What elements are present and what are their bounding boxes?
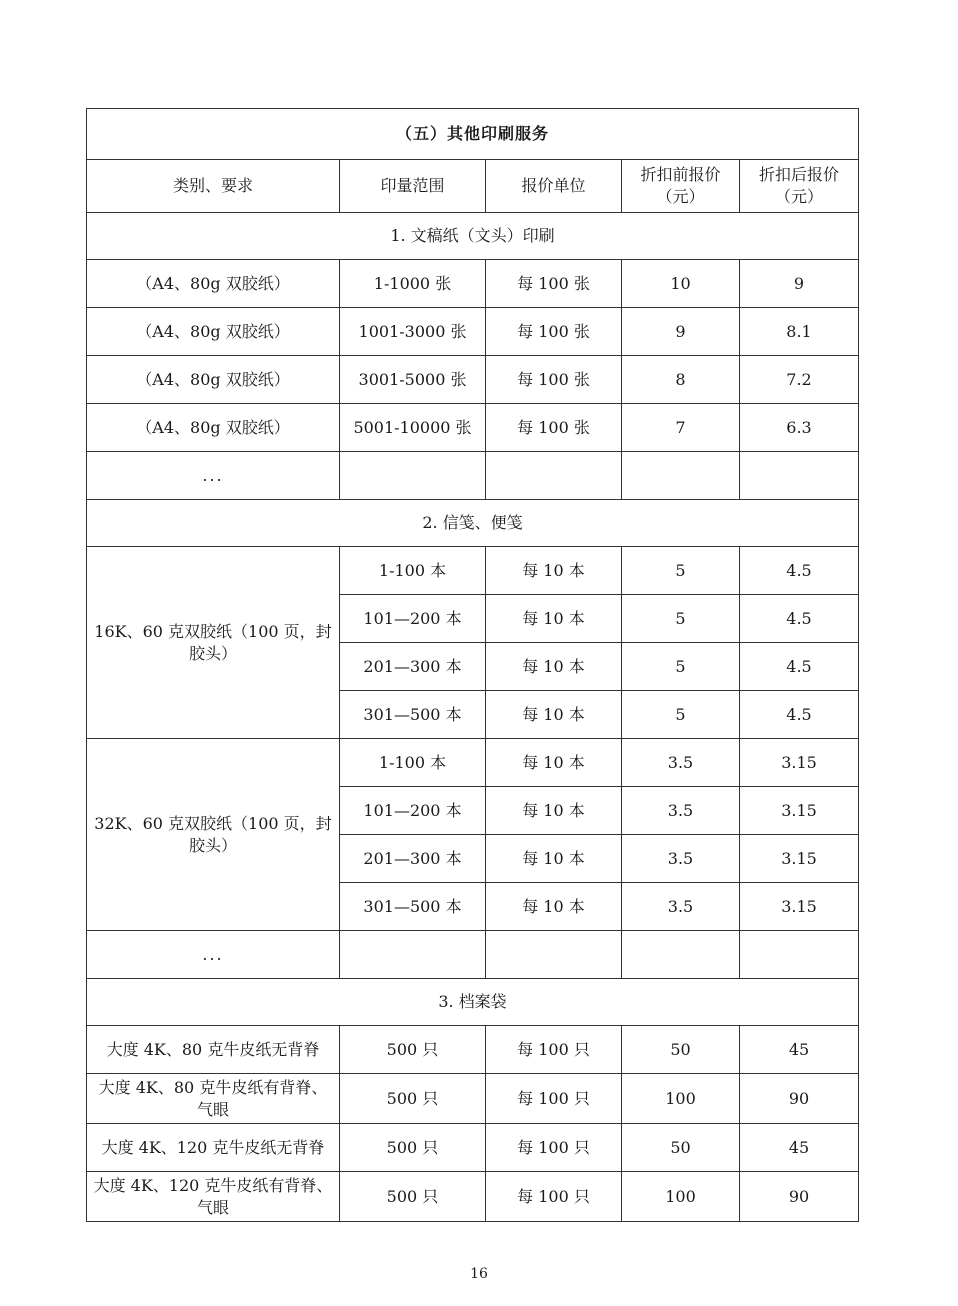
cell-quantity: 3001-5000 张 <box>340 356 486 404</box>
cell-price-before: 5 <box>622 595 740 643</box>
cell-price-after: 4.5 <box>740 547 859 595</box>
cell-price-before: 5 <box>622 691 740 739</box>
cell-quantity: 1001-3000 张 <box>340 308 486 356</box>
cell-price-before: 3.5 <box>622 883 740 931</box>
cell-unit: 每 10 本 <box>486 739 622 787</box>
cell-quantity: 500 只 <box>340 1026 486 1074</box>
section-title-3: 3. 档案袋 <box>87 979 859 1026</box>
section-title-2: 2. 信笺、便笺 <box>87 500 859 547</box>
cell-price-before: 9 <box>622 308 740 356</box>
cell-price-after: 3.15 <box>740 739 859 787</box>
price-table <box>86 108 859 1222</box>
cell-category: （A4、80g 双胶纸） <box>87 260 340 308</box>
cell-price-after: 7.2 <box>740 356 859 404</box>
cell-quantity: 301—500 本 <box>340 883 486 931</box>
cell-quantity: 1-100 本 <box>340 739 486 787</box>
table-row <box>87 1172 859 1222</box>
cell-quantity: 1-1000 张 <box>340 260 486 308</box>
cell-price-after: 3.15 <box>740 835 859 883</box>
group-category: 32K、60 克双胶纸（100 页，封胶头） <box>87 739 340 931</box>
cell-quantity: 301—500 本 <box>340 691 486 739</box>
ellipsis-row <box>87 931 859 979</box>
cell-price-after: 9 <box>740 260 859 308</box>
header-category: 类别、要求 <box>87 160 340 213</box>
cell-price-after: 45 <box>740 1124 859 1172</box>
cell-quantity: 5001-10000 张 <box>340 404 486 452</box>
section-header-row <box>87 213 859 260</box>
cell-unit: 每 10 本 <box>486 835 622 883</box>
table-row <box>87 260 859 308</box>
cell-price-before: 3.5 <box>622 739 740 787</box>
cell-unit: 每 10 本 <box>486 691 622 739</box>
cell-price-before: 8 <box>622 356 740 404</box>
group-category: 16K、60 克双胶纸（100 页，封胶头） <box>87 547 340 739</box>
cell-price-before: 7 <box>622 404 740 452</box>
header-row <box>87 160 859 213</box>
cell-quantity: 500 只 <box>340 1074 486 1124</box>
cell-category: 大度 4K、80 克牛皮纸无背脊 <box>87 1026 340 1074</box>
cell-unit: 每 10 本 <box>486 643 622 691</box>
cell-category: 大度 4K、120 克牛皮纸有背脊、气眼 <box>87 1172 340 1222</box>
cell-price-after: 3.15 <box>740 883 859 931</box>
cell-quantity: 101—200 本 <box>340 595 486 643</box>
cell-price-before: 5 <box>622 547 740 595</box>
cell-price-before: 50 <box>622 1124 740 1172</box>
table-row <box>87 1026 859 1074</box>
cell-category: （A4、80g 双胶纸） <box>87 308 340 356</box>
ellipsis-cell: ... <box>87 931 340 979</box>
cell-price-after: 6.3 <box>740 404 859 452</box>
cell-quantity: 101—200 本 <box>340 787 486 835</box>
table-row <box>87 1074 859 1124</box>
header-quantity: 印量范围 <box>340 160 486 213</box>
cell-quantity: 201—300 本 <box>340 835 486 883</box>
table-row <box>87 739 859 787</box>
header-price-after: 折扣后报价（元） <box>740 160 859 213</box>
cell-unit: 每 100 张 <box>486 404 622 452</box>
cell-category: 大度 4K、120 克牛皮纸无背脊 <box>87 1124 340 1172</box>
cell-quantity: 1-100 本 <box>340 547 486 595</box>
cell-price-after: 90 <box>740 1074 859 1124</box>
cell-price-before: 3.5 <box>622 787 740 835</box>
section-header-row <box>87 979 859 1026</box>
table-title-row <box>87 109 859 160</box>
cell-unit: 每 10 本 <box>486 547 622 595</box>
cell-price-after: 90 <box>740 1172 859 1222</box>
header-price-before: 折扣前报价（元） <box>622 160 740 213</box>
cell-unit: 每 100 只 <box>486 1074 622 1124</box>
cell-unit: 每 10 本 <box>486 883 622 931</box>
cell-price-after: 8.1 <box>740 308 859 356</box>
cell-price-after: 4.5 <box>740 643 859 691</box>
table-row <box>87 547 859 595</box>
section-title-1: 1. 文稿纸（文头）印刷 <box>87 213 859 260</box>
table-row <box>87 1124 859 1172</box>
cell-price-before: 100 <box>622 1074 740 1124</box>
cell-unit: 每 100 只 <box>486 1172 622 1222</box>
cell-price-after: 4.5 <box>740 595 859 643</box>
cell-unit: 每 10 本 <box>486 787 622 835</box>
cell-price-before: 100 <box>622 1172 740 1222</box>
cell-price-before: 3.5 <box>622 835 740 883</box>
header-unit: 报价单位 <box>486 160 622 213</box>
cell-unit: 每 10 本 <box>486 595 622 643</box>
cell-category: （A4、80g 双胶纸） <box>87 404 340 452</box>
cell-unit: 每 100 张 <box>486 260 622 308</box>
section-header-row <box>87 500 859 547</box>
cell-unit: 每 100 张 <box>486 356 622 404</box>
ellipsis-row <box>87 452 859 500</box>
table-row <box>87 356 859 404</box>
cell-unit: 每 100 张 <box>486 308 622 356</box>
cell-price-before: 50 <box>622 1026 740 1074</box>
cell-price-after: 3.15 <box>740 787 859 835</box>
table-title: （五）其他印刷服务 <box>87 109 859 160</box>
cell-price-before: 5 <box>622 643 740 691</box>
cell-quantity: 201—300 本 <box>340 643 486 691</box>
ellipsis-cell: ... <box>87 452 340 500</box>
table-row <box>87 308 859 356</box>
cell-quantity: 500 只 <box>340 1124 486 1172</box>
cell-price-after: 45 <box>740 1026 859 1074</box>
table-row <box>87 404 859 452</box>
page-number: 16 <box>470 1266 488 1282</box>
cell-category: 大度 4K、80 克牛皮纸有背脊、气眼 <box>87 1074 340 1124</box>
cell-price-before: 10 <box>622 260 740 308</box>
cell-quantity: 500 只 <box>340 1172 486 1222</box>
cell-unit: 每 100 只 <box>486 1124 622 1172</box>
cell-price-after: 4.5 <box>740 691 859 739</box>
cell-category: （A4、80g 双胶纸） <box>87 356 340 404</box>
cell-unit: 每 100 只 <box>486 1026 622 1074</box>
